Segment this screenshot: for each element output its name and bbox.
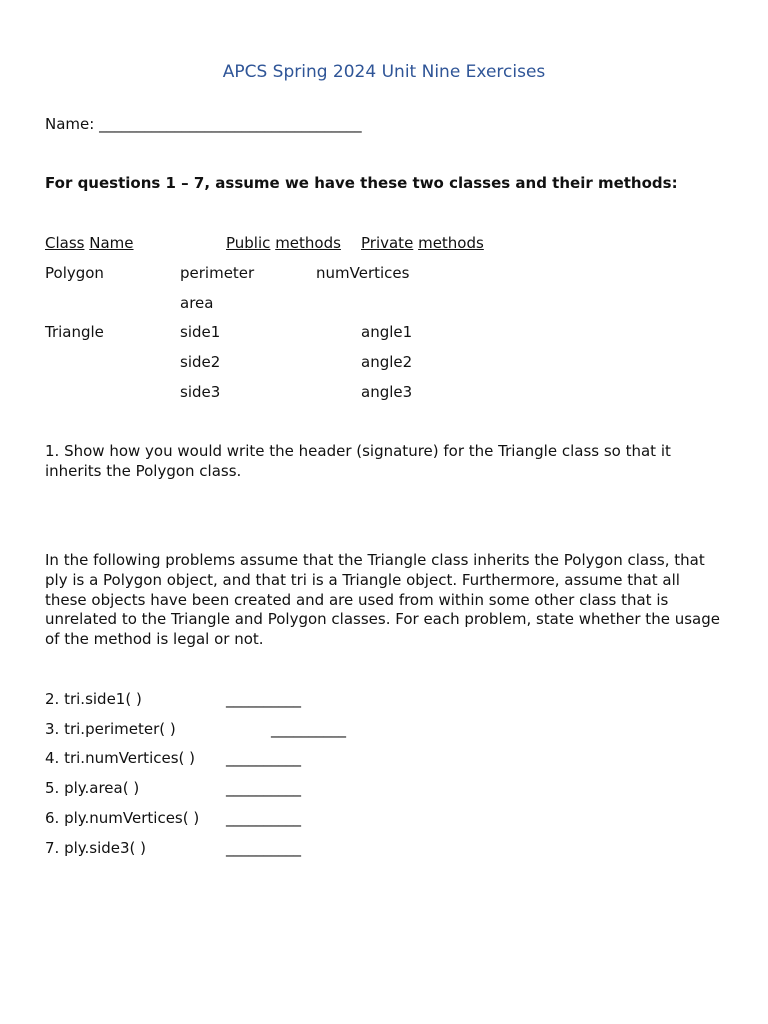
answer-blank-4: __________ xyxy=(226,749,301,767)
header-private-methods-word: methods xyxy=(418,234,484,252)
question-4: 4. tri.numVertices( ) xyxy=(45,749,195,767)
question-1: 1. Show how you would write the header (signature) for the Triangle class so that it inherits the Polygon class. xyxy=(45,442,671,480)
intro-text: For questions 1 – 7, assume we have these two classes and their methods: xyxy=(45,174,678,192)
row-3-private: angle1 xyxy=(361,323,413,341)
answer-blank-6: __________ xyxy=(226,809,301,827)
instructions-paragraph: In the following problems assume that the Triangle class inherits the Polygon class, that ply is a Polygon object, and that tri is a Triangle object. Furthermore, assume that all these objects have been created and are used from within some other class that is unrelated to the Triangle and Polygon classes. For each problem, state whether the usage of the method is legal or not. xyxy=(45,551,720,649)
row-5-public: side3 xyxy=(180,383,221,401)
row-1-public: perimeter xyxy=(180,264,255,282)
row-3-public: side1 xyxy=(180,323,221,341)
question-6: 6. ply.numVertices( ) xyxy=(45,809,200,827)
answer-blank-2: __________ xyxy=(226,690,301,708)
row-4-private: angle2 xyxy=(361,353,413,371)
question-7: 7. ply.side3( ) xyxy=(45,839,147,857)
row-1-class: Polygon xyxy=(45,264,104,282)
header-private-word: Private xyxy=(361,234,414,252)
header-public-methods-word: methods xyxy=(275,234,341,252)
name-line: Name: ___________________________________ xyxy=(45,115,362,133)
question-2: 2. tri.side1( ) xyxy=(45,690,142,708)
header-name-word: Name xyxy=(89,234,134,252)
header-class-name xyxy=(45,233,134,253)
row-4-public: side2 xyxy=(180,353,221,371)
row-2-public: area xyxy=(180,294,214,312)
answer-blank-7: __________ xyxy=(226,839,301,857)
header-class-word: Class xyxy=(45,234,85,252)
page-title: APCS Spring 2024 Unit Nine Exercises xyxy=(222,62,546,82)
question-3: 3. tri.perimeter( ) xyxy=(45,720,176,738)
answer-blank-5: __________ xyxy=(226,779,301,797)
header-private-methods xyxy=(361,233,484,253)
question-5: 5. ply.area( ) xyxy=(45,779,140,797)
row-5-private: angle3 xyxy=(361,383,413,401)
header-public-methods xyxy=(226,233,341,253)
row-3-class: Triangle xyxy=(45,323,104,341)
row-1-private: numVertices xyxy=(316,264,410,282)
header-public-word: Public xyxy=(226,234,271,252)
answer-blank-3: __________ xyxy=(271,720,346,738)
